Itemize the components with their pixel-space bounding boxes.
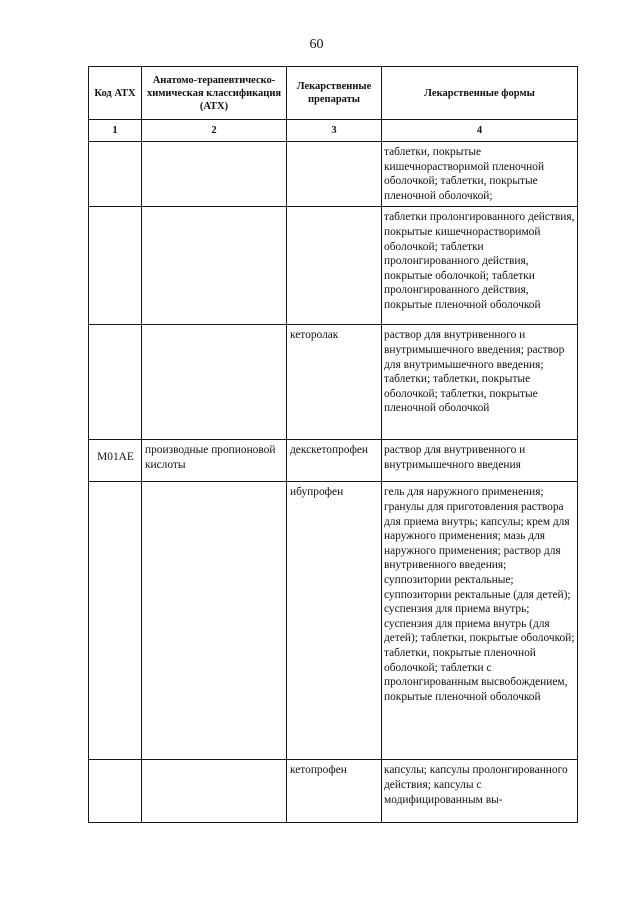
classification-text bbox=[142, 325, 286, 331]
column-number-row bbox=[89, 120, 578, 142]
forms-text: раствор для внутривенного и внутримышечного введения bbox=[384, 444, 526, 471]
drug-cell bbox=[287, 440, 382, 482]
classification-text bbox=[142, 207, 286, 213]
forms-cell bbox=[382, 482, 578, 760]
classification-cell bbox=[142, 207, 287, 325]
code-text bbox=[89, 142, 141, 155]
drug-text: ибупрофен bbox=[290, 486, 344, 499]
header-drugs: Лекарственные препараты bbox=[287, 67, 382, 120]
atx-table bbox=[88, 66, 578, 823]
column-number: 4 bbox=[382, 120, 578, 142]
classification-cell bbox=[142, 440, 287, 482]
header-forms: Лекарственные формы bbox=[382, 67, 578, 120]
forms-text: раствор для внутривенного и внутримышечного введения; раствор для внутримышечного введения; таблетки; таблетки, покрытые оболочкой; таблетки, покрытые пленочной оболочкой bbox=[384, 329, 565, 415]
drug-text: кеторолак bbox=[290, 329, 339, 342]
code-cell bbox=[89, 325, 142, 440]
classification-text bbox=[142, 142, 286, 148]
forms-text: капсулы; капсулы пролонгированного действия; капсулы с модифицированным вы- bbox=[384, 764, 568, 806]
table-header-row bbox=[89, 67, 578, 120]
classification-cell bbox=[142, 142, 287, 207]
drug-cell bbox=[287, 325, 382, 440]
drug-cell bbox=[287, 142, 382, 207]
code-cell bbox=[89, 142, 142, 207]
forms-cell bbox=[382, 207, 578, 325]
drug-text bbox=[287, 207, 381, 213]
forms-text: таблетки, покрытые кишечнорастворимой пленочной оболочкой; таблетки, покрытые пленочной оболочкой; bbox=[384, 146, 545, 202]
classification-cell bbox=[142, 760, 287, 823]
code-text bbox=[89, 482, 141, 495]
table-row bbox=[89, 325, 578, 440]
drug-cell bbox=[287, 207, 382, 325]
forms-text: гель для наружного применения; гранулы для приготовления раствора для приема внутрь; капсулы; крем для наружного применения; мазь для наружного применения; раствор для внутривенного введения; суппозитории ректальные; суппозитории ректальные (для детей); суспензия для приема внутрь; суспензия для приема внутрь (для детей); таблетки, покрытые оболочкой; таблетки, покрытые пленочной оболочкой; таблетки с пролонгированным высвобождением, покрытые пленочной оболочкой bbox=[384, 486, 575, 703]
table-row bbox=[89, 142, 578, 207]
drug-cell bbox=[287, 760, 382, 823]
code-text bbox=[89, 325, 141, 338]
table-row bbox=[89, 207, 578, 325]
classification-cell bbox=[142, 325, 287, 440]
column-number: 3 bbox=[287, 120, 382, 142]
forms-cell bbox=[382, 760, 578, 823]
code-text bbox=[89, 207, 141, 220]
header-classification: Анатомо-терапевтическо-химическая классификация (АТХ) bbox=[142, 67, 287, 120]
classification-cell bbox=[142, 482, 287, 760]
code-cell bbox=[89, 482, 142, 760]
forms-text: таблетки пролонгированного действия, покрытые кишечнорастворимой оболочкой; таблетки пролонгированного действия, покрытые оболочкой; таблетки пролонгированного действия, покрытые пленочной оболочкой bbox=[384, 211, 575, 311]
drug-text: кетопрофен bbox=[290, 764, 347, 777]
table-row bbox=[89, 440, 578, 482]
code-cell bbox=[89, 207, 142, 325]
drug-cell bbox=[287, 482, 382, 760]
forms-cell bbox=[382, 325, 578, 440]
classification-text bbox=[142, 482, 286, 488]
classification-text: производные пропионовой кислоты bbox=[145, 444, 276, 471]
code-text bbox=[89, 760, 141, 773]
table-row bbox=[89, 482, 578, 760]
code-text: M01AE bbox=[97, 451, 134, 464]
header-code: Код АТХ bbox=[89, 67, 142, 120]
page-number: 60 bbox=[309, 37, 324, 52]
forms-cell bbox=[382, 440, 578, 482]
column-number: 1 bbox=[89, 120, 142, 142]
drug-text bbox=[287, 142, 381, 148]
column-number: 2 bbox=[142, 120, 287, 142]
forms-cell bbox=[382, 142, 578, 207]
drug-text: декскетопрофен bbox=[290, 444, 369, 457]
classification-text bbox=[142, 760, 286, 766]
table-row bbox=[89, 760, 578, 823]
code-cell bbox=[89, 440, 142, 482]
code-cell bbox=[89, 760, 142, 823]
